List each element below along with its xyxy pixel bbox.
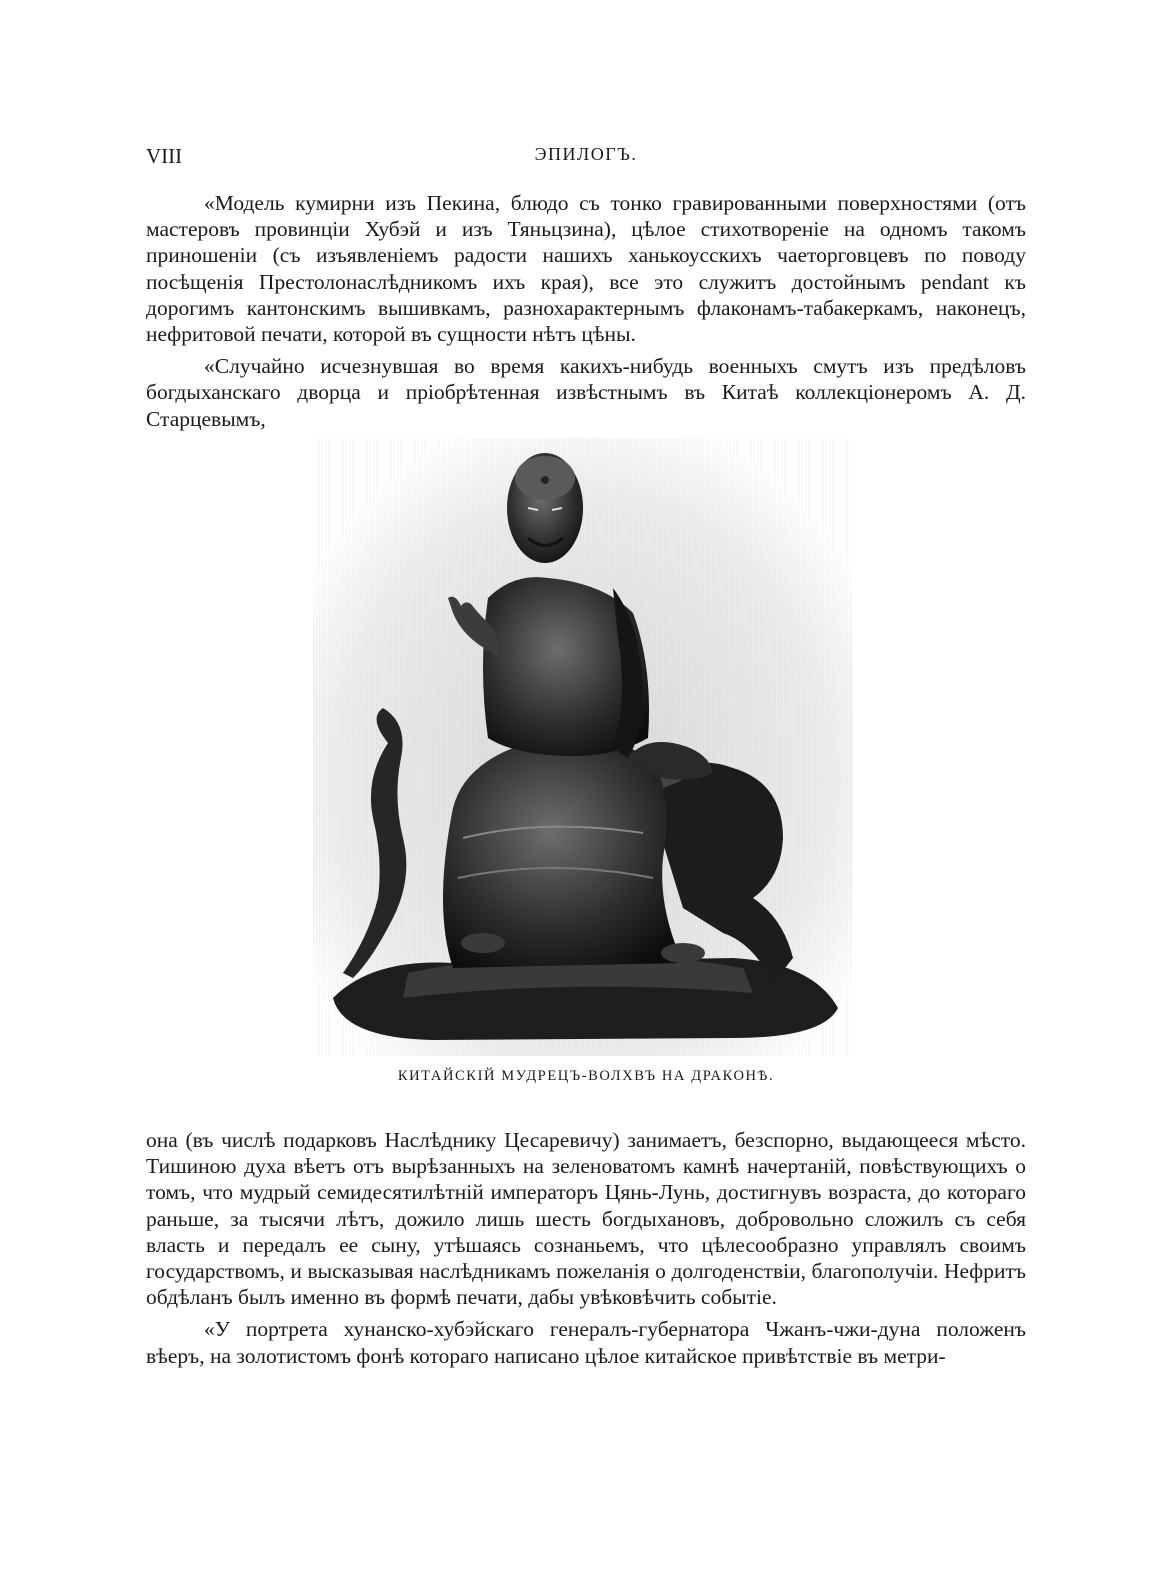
paragraph-4: «У портрета хунанско-хубэйскаго генералъ-губернатора Чжанъ-чжи-дуна положенъ вѣеръ, на золотистомъ фонѣ котораго написано цѣлое китайское привѣтствіе въ метри- bbox=[146, 1317, 1026, 1368]
text-block-bottom bbox=[146, 1127, 1026, 1369]
statue-engraving bbox=[313, 438, 853, 1056]
figure-caption: КИТАЙСКІЙ МУДРЕЦЪ-ВОЛХВЪ НА ДРАКОНѢ. bbox=[397, 1068, 775, 1084]
page-header bbox=[146, 144, 1026, 174]
text-block-top bbox=[146, 190, 1026, 432]
running-title: ЭПИЛОГЪ. bbox=[534, 144, 638, 164]
paragraph-3: она (въ числѣ подарковъ Наслѣднику Цесаревичу) занимаетъ, безспорно, выдающееся мѣсто. Тишиною духа вѣетъ отъ вырѣзанныхъ на зеленоватомъ камнѣ начертаній, повѣствующихъ о томъ, что мудрый семидесятилѣтній императоръ Цянь-Лунь, достигнувъ возраста, до котораго раньше, за тысячи лѣтъ, дожило лишь шесть богдыхановъ, добровольно сложилъ съ себя власть и передалъ ее сыну, утѣшаясь сознаньемъ, что цѣлесообразно управлялъ своимъ государствомъ, и высказывая наслѣдникамъ пожеланія о долгоденствіи, благополучіи. Нефритъ обдѣланъ былъ именно въ формѣ печати, дабы увѣковѣчить событіе. bbox=[146, 1128, 1026, 1310]
paragraph-2: «Случайно исчезнувшая во время какихъ-нибудь военныхъ смутъ изъ предѣловъ богдыханскаго дворца и пріобрѣтенная извѣстнымъ въ Китаѣ коллекціонеромъ А. Д. Старцевымъ, bbox=[146, 354, 1026, 431]
page-number: VIII bbox=[146, 144, 183, 168]
paragraph-1: «Модель кумирни изъ Пекина, блюдо съ тонко гравированными поверхностями (отъ мастеровъ провинціи Хубэй и изъ Тяньцзина), цѣлое стихотвореніе на одномъ такомъ приношеніи (съ изъявленіемъ радости нашихъ ханькоусскихъ чаеторговцевъ по поводу посѣщенія Престолонаслѣдникомъ ихъ края), все это служитъ достойнымъ pendant къ дорогимъ кантонскимъ вышивкамъ, разнохарактернымъ флаконамъ-табакеркамъ, наконецъ, нефритовой печати, которой въ сущности нѣтъ цѣны. bbox=[146, 191, 1026, 347]
